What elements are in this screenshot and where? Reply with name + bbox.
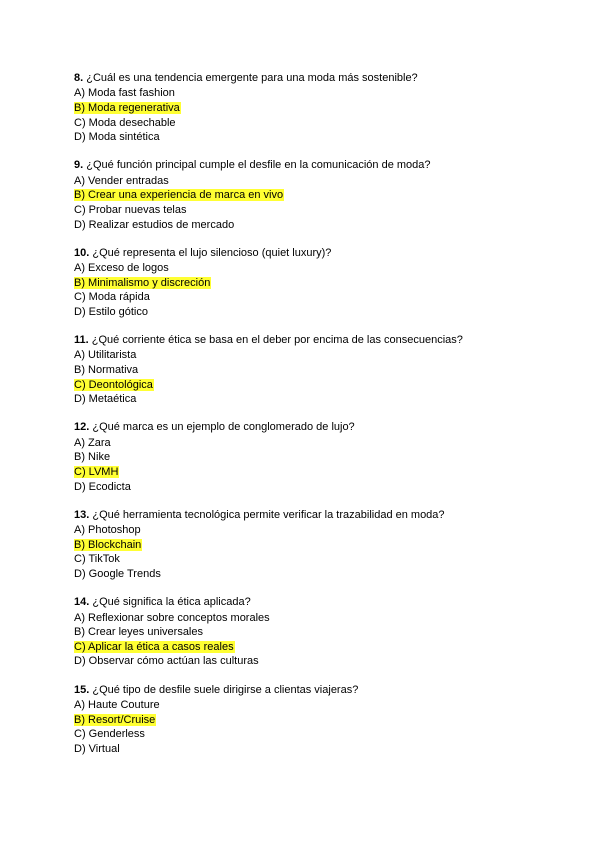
question-block [74,420,574,494]
answer-text: D) Virtual [74,742,120,755]
answer-option [74,130,574,145]
answer-option [74,698,574,713]
question-block [74,246,574,320]
answer-option [74,523,574,538]
answer-option [74,552,574,567]
correct-answer-option [74,378,574,393]
answer-option [74,567,574,582]
highlighted-answer-text: C) Aplicar la ética a casos reales [74,640,234,653]
question-block [74,508,574,582]
correct-answer-option [74,713,574,728]
question-text-line [74,158,574,173]
highlighted-answer-text: B) Minimalismo y discreción [74,276,211,289]
answer-option [74,363,574,378]
question-text: ¿Qué significa la ética aplicada? [92,596,251,609]
correct-answer-option [74,276,574,291]
correct-answer-option [74,465,574,480]
answer-text: D) Google Trends [74,567,161,580]
answer-option [74,450,574,465]
question-number: 14. [74,596,90,609]
question-number: 15. [74,683,90,696]
answer-text: A) Haute Couture [74,698,160,711]
answer-text: A) Reflexionar sobre conceptos morales [74,611,270,624]
answer-option [74,654,574,669]
correct-answer-option [74,538,574,553]
question-number: 11. [74,334,89,347]
highlighted-answer-text: B) Blockchain [74,538,142,551]
highlighted-answer-text: B) Crear una experiencia de marca en vivo [74,189,284,202]
question-block [74,595,574,669]
question-text-line [74,71,574,86]
correct-answer-option [74,188,574,203]
answer-option [74,116,574,131]
answer-option [74,742,574,757]
answer-option [74,290,574,305]
highlighted-answer-text: B) Moda regenerativa [74,101,180,114]
question-text: ¿Qué herramienta tecnológica permite verificar la trazabilidad en moda? [92,508,445,521]
answer-text: D) Realizar estudios de mercado [74,218,235,231]
answer-text: B) Crear leyes universales [74,626,203,639]
answer-text: A) Moda fast fashion [74,87,175,100]
answer-option [74,305,574,320]
answer-text: D) Moda sintética [74,131,160,144]
answer-text: A) Photoshop [74,524,141,537]
answer-option [74,261,574,276]
answer-text: C) Probar nuevas telas [74,203,187,216]
question-text-line [74,420,574,435]
answer-text: C) Moda desechable [74,116,176,129]
question-list [74,71,574,770]
highlighted-answer-text: B) Resort/Cruise [74,713,156,726]
answer-text: C) TikTok [74,553,120,566]
question-text-line [74,508,574,523]
question-text-line [74,333,574,348]
answer-option [74,611,574,626]
question-text-line [74,595,574,610]
question-number: 9. [74,159,84,172]
question-text: ¿Cuál es una tendencia emergente para una moda más sostenible? [86,72,418,84]
answer-text: C) Moda rápida [74,291,150,304]
answer-text: D) Estilo gótico [74,305,148,318]
answer-text: A) Zara [74,436,111,449]
answer-text: B) Normativa [74,364,139,377]
question-number: 12. [74,421,90,434]
question-block [74,158,574,232]
highlighted-answer-text: C) LVMH [74,466,119,479]
highlighted-answer-text: C) Deontológica [74,378,153,391]
question-text-line [74,683,574,698]
answer-text: D) Ecodicta [74,480,131,493]
question-text: ¿Qué corriente ética se basa en el deber por encima de las consecuencias? [91,334,463,347]
question-text: ¿Qué tipo de desfile suele dirigirse a clientas viajeras? [92,683,359,696]
correct-answer-option [74,640,574,655]
question-text: ¿Qué función principal cumple el desfile en la comunicación de moda? [86,159,431,172]
answer-option [74,86,574,101]
answer-text: D) Metaética [74,393,137,406]
answer-option [74,203,574,218]
answer-text: C) Genderless [74,728,145,741]
answer-option [74,392,574,407]
question-text-line [74,246,574,261]
answer-option [74,218,574,233]
answer-text: A) Vender entradas [74,174,169,187]
answer-text: B) Nike [74,451,111,464]
question-number: 10. [74,246,90,259]
question-block [74,683,574,757]
question-number: 13. [74,508,90,521]
answer-text: D) Observar cómo actúan las culturas [74,655,259,668]
question-text: ¿Qué representa el lujo silencioso (quiet luxury)? [92,246,332,259]
answer-option [74,174,574,189]
answer-option [74,480,574,495]
answer-text: A) Utilitarista [74,349,137,362]
answer-option [74,625,574,640]
question-block [74,333,574,407]
correct-answer-option [74,101,574,116]
question-number: 8. [74,72,84,84]
question-block [74,71,574,145]
answer-option [74,727,574,742]
answer-option [74,436,574,451]
question-text: ¿Qué marca es un ejemplo de conglomerado de lujo? [92,421,355,434]
answer-option [74,348,574,363]
answer-text: A) Exceso de logos [74,262,169,275]
